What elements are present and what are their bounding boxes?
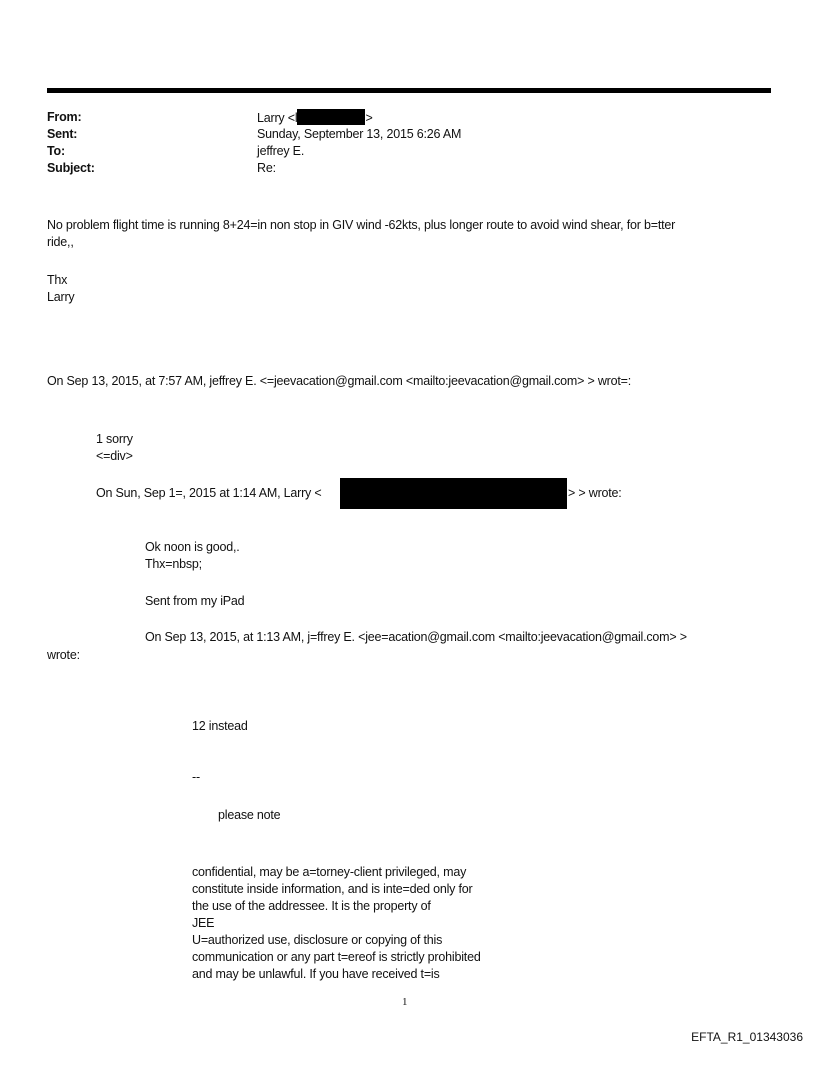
quote-line: 12 instead: [192, 719, 248, 733]
disclaimer-line: constitute inside information, and is inte=ded only for: [192, 882, 473, 896]
sent-value: Sunday, September 13, 2015 6:26 AM: [257, 127, 462, 141]
redaction-box: [297, 109, 365, 125]
header-rule: [47, 88, 771, 93]
body-line: ride,,: [47, 235, 74, 249]
from-label: From:: [47, 110, 82, 124]
to-label: To:: [47, 144, 65, 158]
to-value: jeffrey E.: [257, 144, 305, 158]
separator: --: [192, 770, 200, 784]
disclaimer-line: JEE: [192, 916, 215, 930]
quote-line: Sent from my iPad: [145, 594, 245, 608]
quote-header: On Sep 13, 2015, at 7:57 AM, jeffrey E. <=jeevacation@gmail.com <mailto:jeevacation@gmail.com> > wrot=:: [47, 374, 632, 388]
quote-header-suffix: > > wrote:: [568, 486, 622, 500]
quote-header-wrap: wrote:: [47, 648, 80, 662]
note: please note: [218, 808, 281, 822]
sent-label: Sent:: [47, 127, 78, 141]
quote-line: 1 sorry: [96, 432, 133, 446]
disclaimer-line: U=authorized use, disclosure or copying of this: [192, 933, 443, 947]
page-number: 1: [402, 996, 408, 1008]
disclaimer-line: communication or any part t=ereof is strictly prohibited: [192, 950, 481, 964]
from-value: [257, 109, 373, 126]
quote-line: <=div>: [96, 449, 133, 463]
quote-line: Ok noon is good,.: [145, 540, 240, 554]
subject-label: Subject:: [47, 161, 95, 175]
disclaimer-line: and may be unlawful. If you have received t=is: [192, 967, 440, 981]
from-value-prefix: Larry <l: [257, 111, 298, 125]
body-line: No problem flight time is running 8+24=in non stop in GIV wind -62kts, plus longer route to avoid wind shear, for b=tter: [47, 218, 676, 232]
subject-value: Re:: [257, 161, 276, 175]
document-id: EFTA_R1_01343036: [691, 1030, 803, 1044]
quote-header: On Sun, Sep 1=, 2015 at 1:14 AM, Larry <: [96, 486, 322, 500]
signature: Thx: [47, 273, 68, 287]
signature: Larry: [47, 290, 75, 304]
from-value-suffix: >: [365, 111, 373, 125]
quote-header: On Sep 13, 2015, at 1:13 AM, j=ffrey E. <jee=acation@gmail.com <mailto:jeevacation@gmail.com> >: [145, 630, 687, 644]
disclaimer-line: confidential, may be a=torney-client privileged, may: [192, 865, 467, 879]
quote-line: Thx=nbsp;: [145, 557, 202, 571]
disclaimer-line: the use of the addressee. It is the property of: [192, 899, 431, 913]
redaction-box: [340, 478, 567, 509]
